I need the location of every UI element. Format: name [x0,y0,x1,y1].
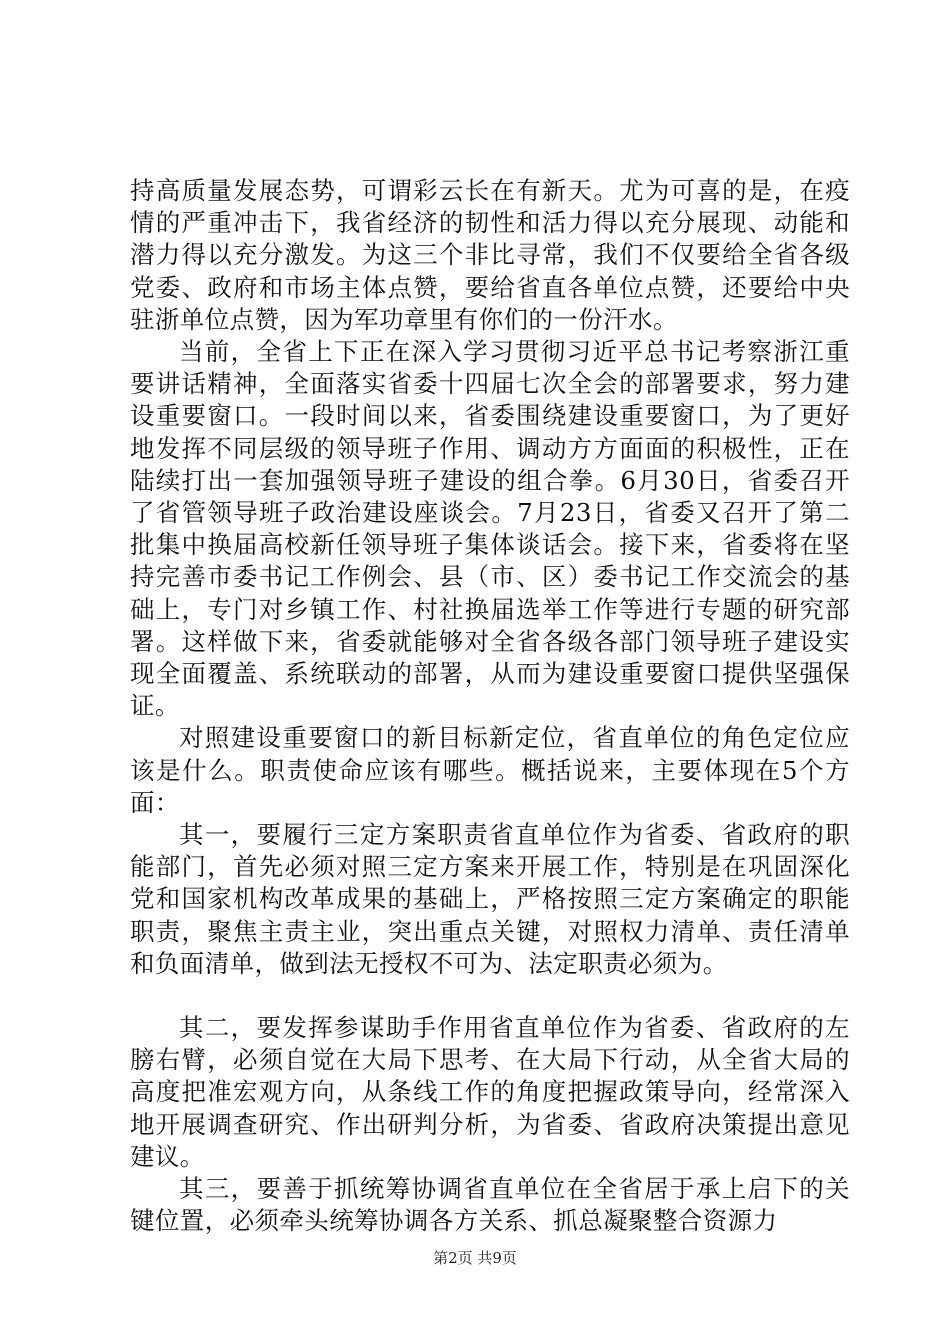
paragraph-point-two: 其二，要发挥参谋助手作用省直单位作为省委、省政府的左膀右臂，必须自觉在大局下思考、在大局下行动，从全省大局的高度把准宏观方向，从条线工作的角度把握政策导向，经常深入地开展调查研究、作出研判分析，为省委、省政府决策提出意见建议。 [130,1013,850,1171]
paragraph-current-situation: 当前，全省上下正在深入学习贯彻习近平总书记考察浙江重要讲话精神，全面落实省委十四届七次全会的部署要求，努力建设重要窗口。一段时间以来，省委围绕建设重要窗口，为了更好地发挥不同层级的领导班子作用、调动方方面面的积极性，正在陆续打出一套加强领导班子建设的组合拳。6月30日，省委召开了省管领导班子政治建设座谈会。7月23日，省委又召开了第二批集中换届高校新任领导班子集体谈话会。接下来，省委将在坚持完善市委书记工作例会、县（市、区）委书记工作交流会的基础上，专门对乡镇工作、村社换届选举工作等进行专题的研究部署。这样做下来，省委就能够对全省各级各部门领导班子建设实现全面覆盖、系统联动的部署，从而为建设重要窗口提供坚强保证。 [130,337,850,721]
paragraph-continuation: 持高质量发展态势，可谓彩云长在有新天。尤为可喜的是，在疫情的严重冲击下，我省经济的韧性和活力得以充分展现、动能和潜力得以充分激发。为这三个非比寻常，我们不仅要给全省各级党委、政府和市场主体点赞，要给省直各单位点赞，还要给中央驻浙单位点赞，因为军功章里有你们的一份汗水。 [130,176,850,334]
paragraph-point-one: 其一，要履行三定方案职责省直单位作为省委、省政府的职能部门，首先必须对照三定方案来开展工作，特别是在巩固深化党和国家机构改革成果的基础上，严格按照三定方案确定的职能职责，聚焦主责主业，突出重点关键，对照权力清单、责任清单和负面清单，做到法无授权不可为、法定职责必须为。 [130,820,850,978]
page-number-footer: 第2页 共9页 [433,1249,517,1267]
paragraph-role-positioning: 对照建设重要窗口的新目标新定位，省直单位的角色定位应该是什么。职责使命应该有哪些。概括说来，主要体现在5个方面： [130,723,850,817]
document-body [130,175,850,1238]
paragraph-point-three: 其三，要善于抓统筹协调省直单位在全省居于承上启下的关键位置，必须牵头统筹协调各方关系、抓总凝聚整合资源力 [130,1174,850,1236]
